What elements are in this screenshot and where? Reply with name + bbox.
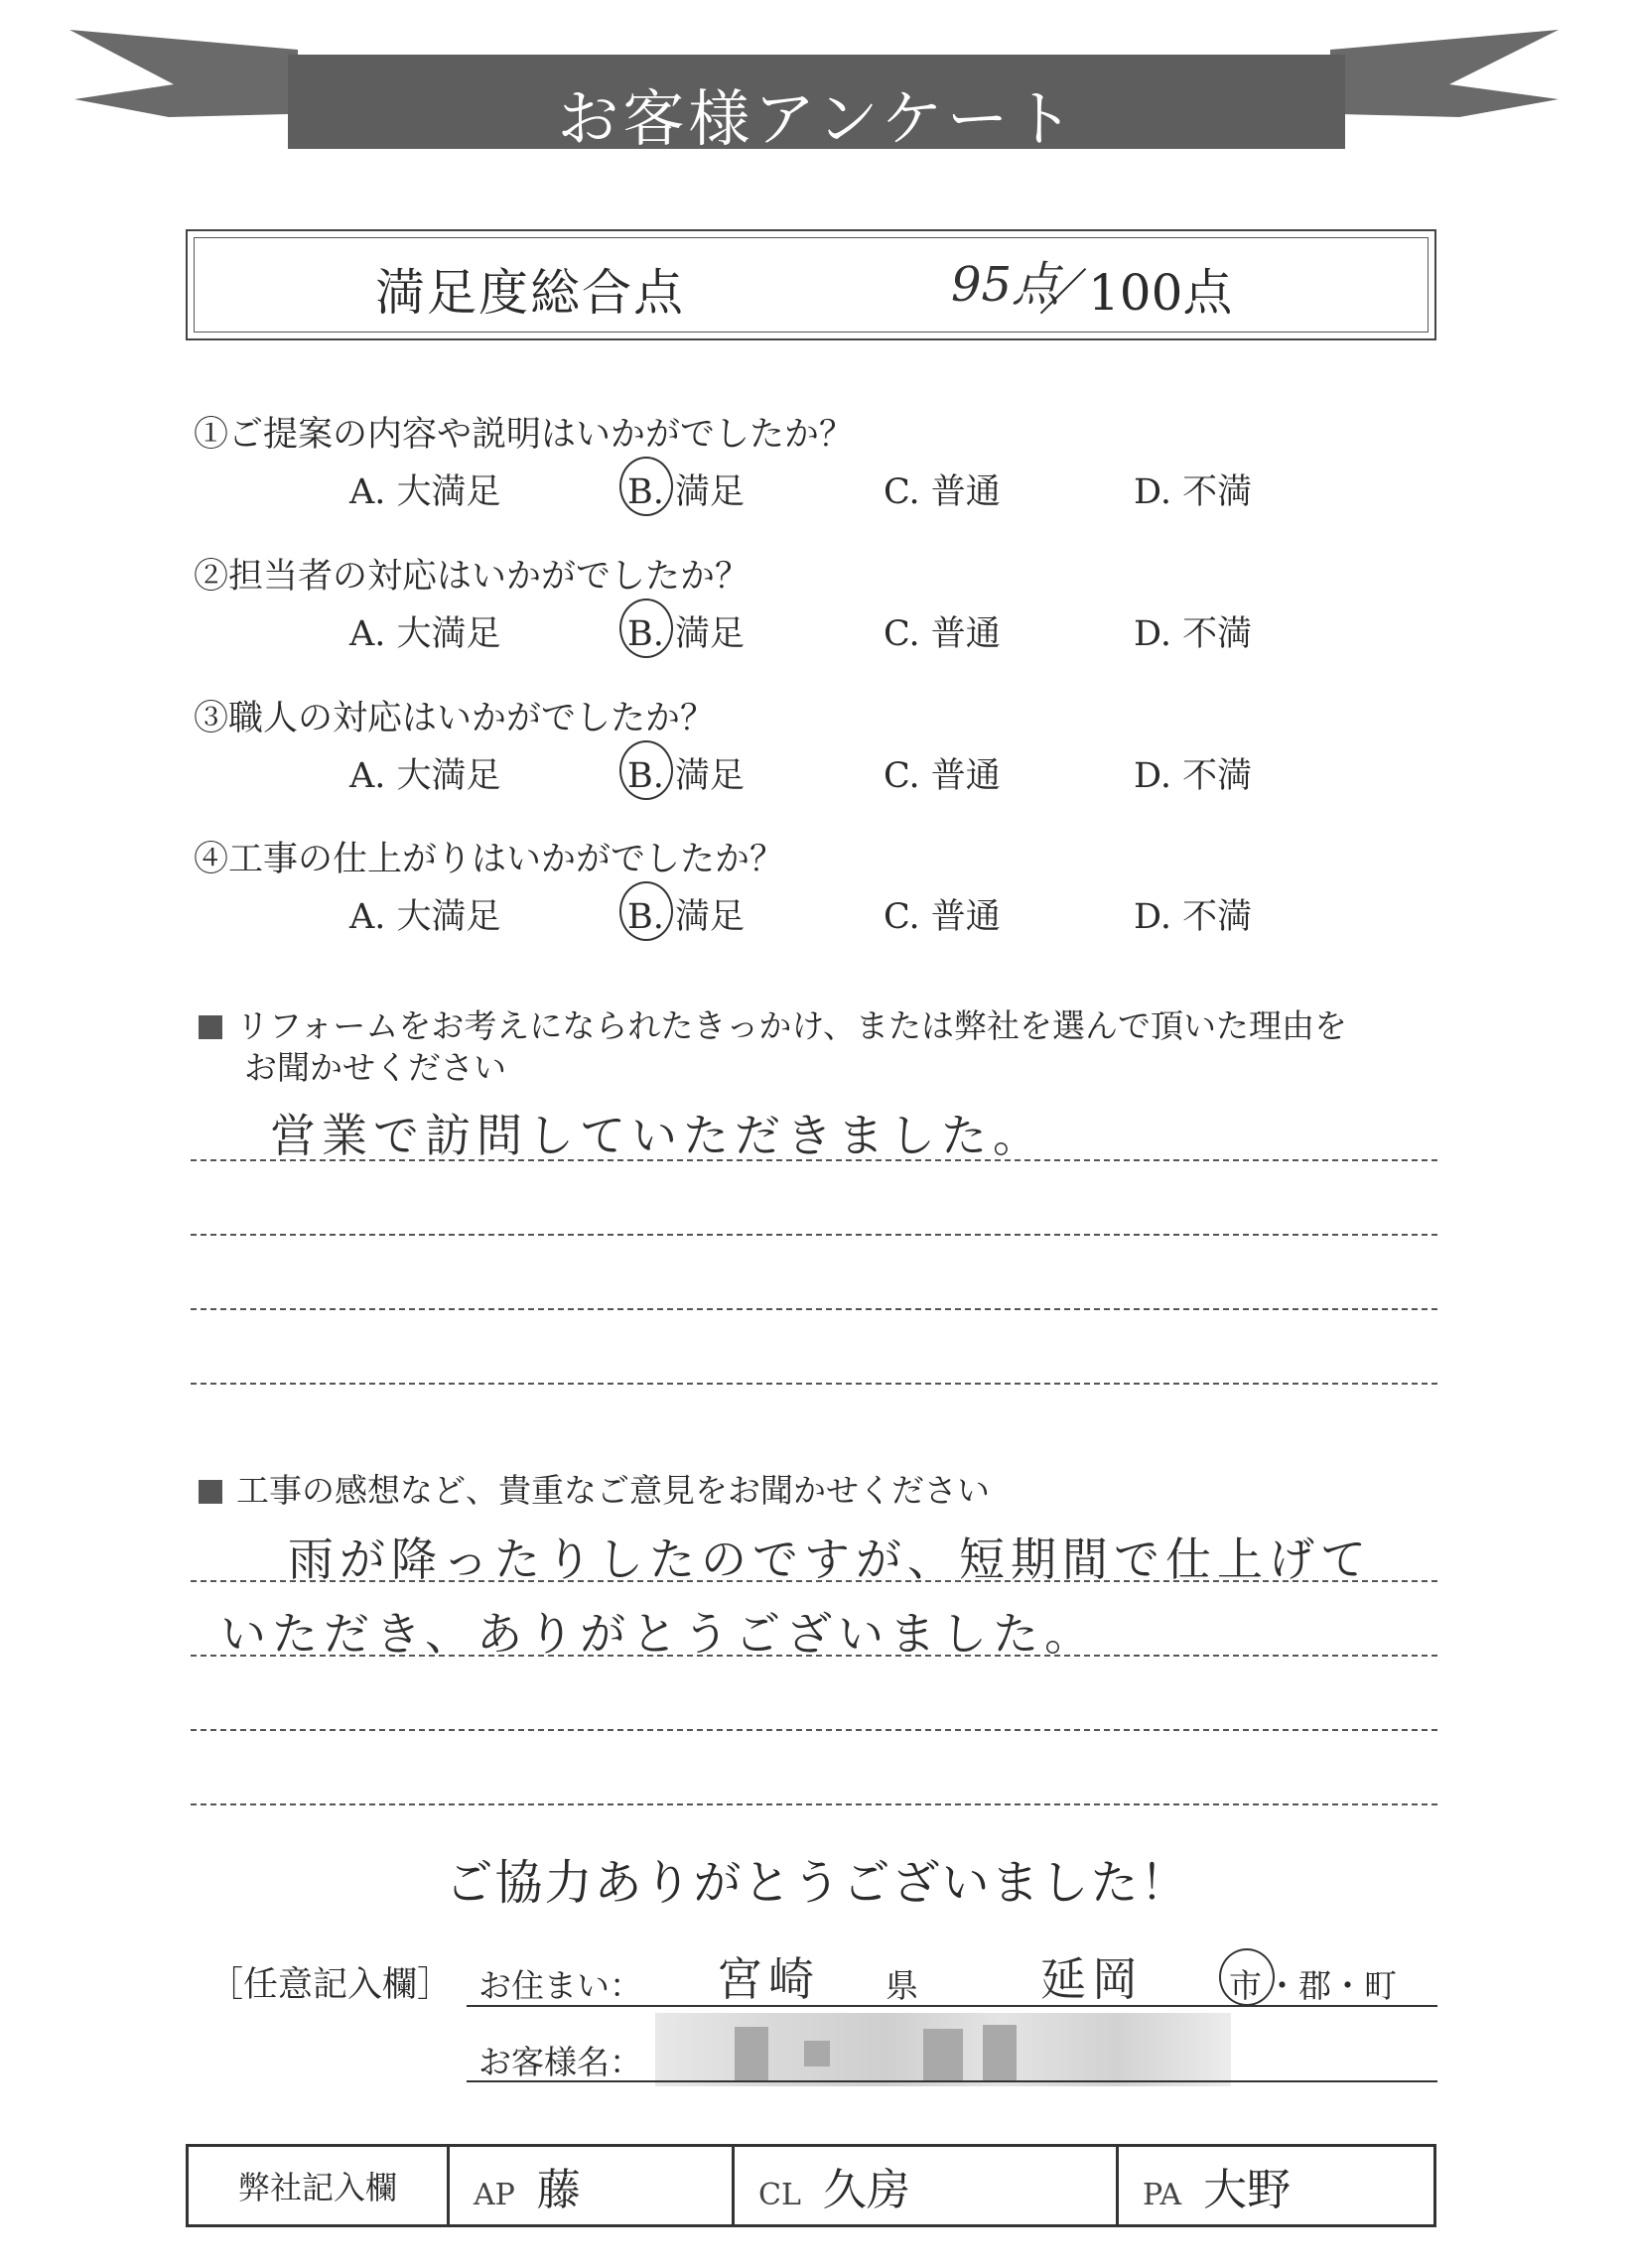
optional-label: ［任意記入欄］ bbox=[208, 1965, 453, 2005]
comments-answer-line2[interactable]: いただき、ありがとうございました。 bbox=[220, 1607, 1097, 1661]
staff-label: 弊社記入欄 bbox=[188, 2146, 449, 2226]
reason-answer[interactable]: 営業で訪問していただきました。 bbox=[270, 1109, 1044, 1162]
option-d[interactable]: D. 不満 bbox=[1134, 614, 1253, 654]
answer-line bbox=[191, 1308, 1437, 1310]
selected-circle-icon bbox=[619, 881, 673, 941]
question-text: ④工事の仕上がりはいかがでしたか？ bbox=[194, 840, 785, 879]
question-text: ②担当者の対応はいかがでしたか？ bbox=[194, 557, 750, 597]
answer-line bbox=[191, 1803, 1437, 1805]
score-box bbox=[186, 229, 1436, 340]
redacted-name bbox=[655, 2013, 1231, 2086]
selected-circle-icon bbox=[619, 457, 673, 516]
answer-line bbox=[191, 1729, 1437, 1731]
option-a[interactable]: A. 大満足 bbox=[349, 614, 501, 654]
option-d[interactable]: D. 不満 bbox=[1134, 756, 1253, 796]
comments-answer-line1[interactable]: 雨が降ったりしたのですが、短期間で仕上げて bbox=[288, 1533, 1372, 1586]
option-c[interactable]: C. 普通 bbox=[884, 756, 1001, 796]
answer-line bbox=[191, 1655, 1437, 1657]
city-suffix-circled[interactable]: 市 bbox=[1229, 1960, 1262, 2007]
reason-heading: リフォームをお考えになられたきっかけ、または弊社を選んで頂いた理由を bbox=[199, 1001, 1347, 1047]
option-a[interactable]: A. 大満足 bbox=[349, 472, 501, 512]
square-bullet-icon bbox=[199, 1015, 222, 1039]
option-b[interactable]: B. 満足 bbox=[627, 614, 745, 654]
page-title: お客様アンケート bbox=[557, 82, 1078, 155]
ap-cell[interactable]: AP 藤 bbox=[449, 2146, 734, 2226]
square-bullet-icon bbox=[199, 1480, 222, 1504]
pa-cell[interactable]: PA 大野 bbox=[1118, 2146, 1435, 2226]
score-total: ／100点 bbox=[1038, 264, 1233, 322]
name-underline bbox=[467, 2080, 1437, 2082]
reason-heading-cont: お聞かせください bbox=[244, 1048, 506, 1087]
prefecture-suffix: 県 bbox=[886, 1966, 918, 2005]
answer-line bbox=[191, 1234, 1437, 1236]
answer-line bbox=[191, 1159, 1437, 1161]
option-d[interactable]: D. 不満 bbox=[1134, 897, 1253, 937]
option-c[interactable]: C. 普通 bbox=[884, 897, 1001, 937]
question-text: ①ご提案の内容や説明はいかがでしたか？ bbox=[194, 415, 855, 455]
name-label: お客様名： bbox=[478, 2043, 642, 2081]
option-c[interactable]: C. 普通 bbox=[884, 614, 1001, 654]
score-label: 満足度総合点 bbox=[375, 264, 685, 322]
thanks-message: ご協力ありがとうございました！ bbox=[445, 1855, 1190, 1911]
address-underline bbox=[467, 2005, 1437, 2007]
cl-cell[interactable]: CL 久房 bbox=[734, 2146, 1118, 2226]
option-c[interactable]: C. 普通 bbox=[884, 472, 1001, 512]
city-suffix-rest: ・郡・町 bbox=[1266, 1966, 1397, 2005]
answer-line bbox=[191, 1383, 1437, 1385]
staff-table bbox=[186, 2144, 1436, 2227]
comments-heading: 工事の感想など、貴重なご意見をお聞かせください bbox=[199, 1465, 990, 1512]
question-text: ③職人の対応はいかがでしたか？ bbox=[194, 699, 716, 738]
prefecture-value[interactable]: 宮崎 bbox=[717, 1952, 820, 2006]
option-d[interactable]: D. 不満 bbox=[1134, 472, 1253, 512]
option-a[interactable]: A. 大満足 bbox=[349, 756, 501, 796]
option-b[interactable]: B. 満足 bbox=[627, 756, 745, 796]
answer-line bbox=[191, 1580, 1437, 1582]
option-b[interactable]: B. 満足 bbox=[627, 472, 745, 512]
selected-circle-icon bbox=[619, 740, 673, 800]
address-label: お住まい： bbox=[478, 1966, 642, 2005]
option-a[interactable]: A. 大満足 bbox=[349, 897, 501, 937]
city-value[interactable]: 延岡 bbox=[1040, 1952, 1144, 2006]
selected-circle-icon bbox=[619, 599, 673, 658]
score-value: 95点 bbox=[951, 257, 1060, 313]
option-b[interactable]: B. 満足 bbox=[627, 897, 745, 937]
